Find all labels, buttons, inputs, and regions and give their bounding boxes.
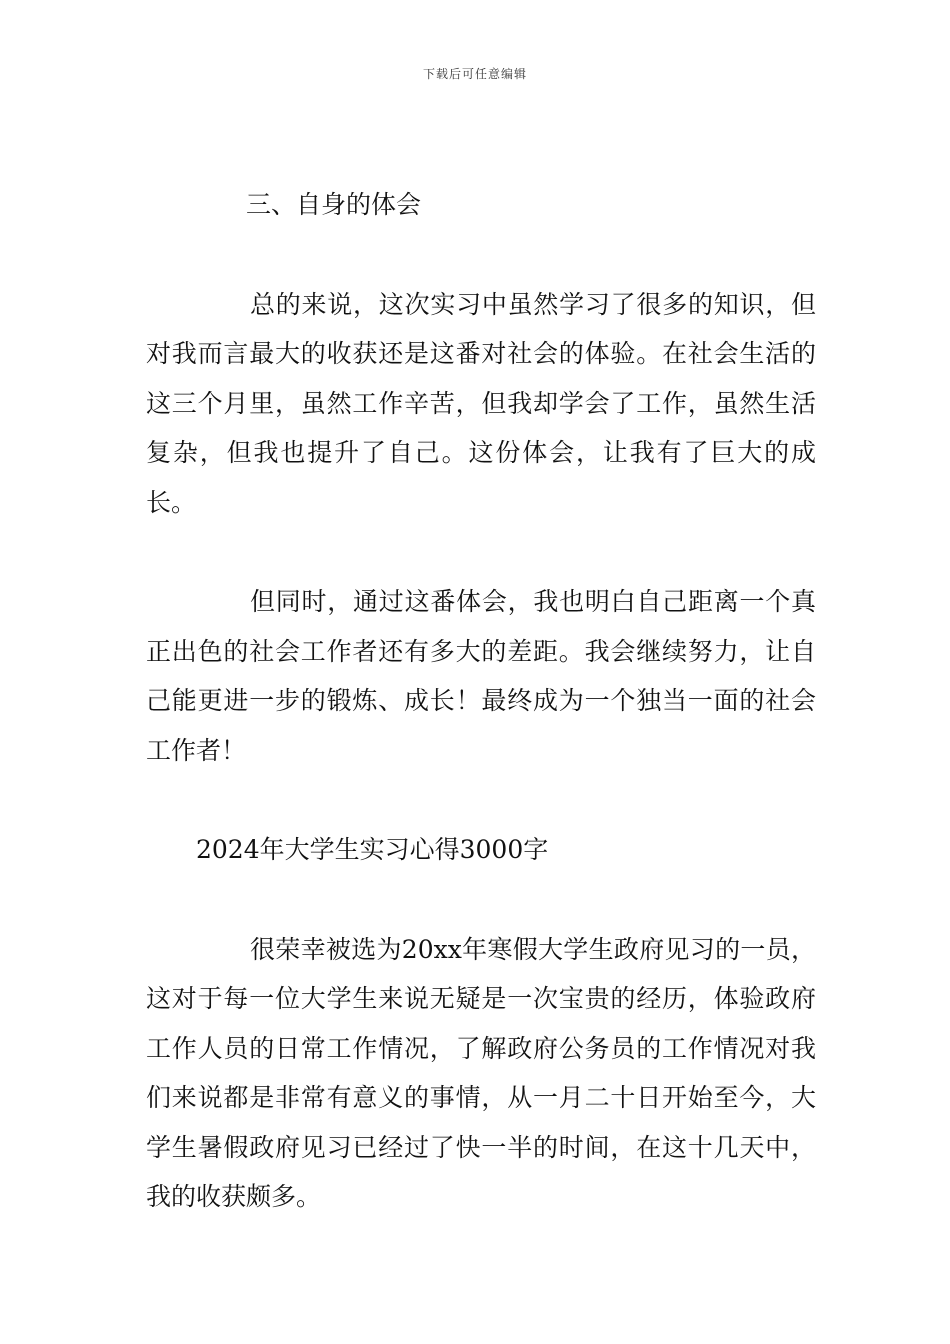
paragraph-gap [146, 527, 816, 577]
page-header: 下载后可任意编辑 [422, 67, 527, 81]
paragraph-reflection: 但同时，通过这番体会，我也明白自己距离一个真正出色的社会工作者还有多大的差距。我会继续努力，让自己能更进一步的锻炼、成长！最终成为一个独当一面的社会工作者！ [146, 587, 816, 765]
paragraph-gap [146, 230, 816, 280]
paragraph-gap [146, 775, 816, 825]
paragraph-summary: 总的来说，这次实习中虽然学习了很多的知识，但对我而言最大的收获还是这番对社会的体验。在社会生活的这三个月里，虽然工作辛苦，但我却学会了工作，虽然生活复杂，但我也提升了自己。这份体会，让我有了巨大的成长。 [146, 289, 816, 517]
section-heading-experience: 三、自身的体会 [246, 190, 422, 219]
paragraph-intro: 很荣幸被选为20xx年寒假大学生政府见习的一员，这对于每一位大学生来说无疑是一次宝贵的经历，体验政府工作人员的日常工作情况，了解政府公务员的工作情况对我们来说都是非常有意义的事情，从一月二十日开始至今，大学生暑假政府见习已经过了快一半的时间，在这十几天中，我的收获颇多。 [146, 934, 816, 1211]
paragraph-gap [146, 875, 816, 925]
article-title: 2024年大学生实习心得3000字 [196, 835, 549, 864]
document-body [146, 180, 816, 1222]
